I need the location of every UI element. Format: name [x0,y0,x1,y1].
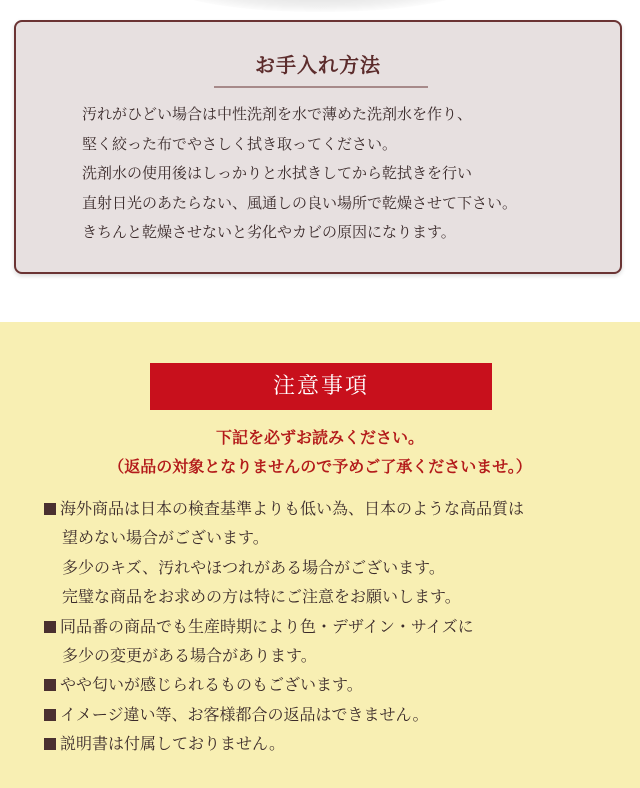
precaution-item [44,612,624,641]
square-bullet-icon [44,738,56,750]
precaution-item-continuation: 多少の変更がある場合があります。 [62,646,317,666]
care-instructions-text [82,100,602,248]
square-bullet-icon [44,679,56,691]
precaution-item-continuation: 多少のキズ、汚れやほつれがある場合がございます。 [62,557,445,577]
precaution-item [44,700,624,729]
care-line: 堅く絞った布でやさしく拭き取ってください。 [82,134,398,153]
precautions-section [0,322,640,788]
care-line: 汚れがひどい場合は中性洗剤を水で薄めた洗剤水を作り、 [82,105,473,123]
precaution-item [44,670,624,699]
precaution-text: 海外商品は日本の検査基準よりも低い為、日本のような高品質は [60,499,525,518]
precautions-list [44,494,624,759]
precaution-text: 同品番の商品でも生産時期により色・デザイン・サイズに [60,616,474,636]
precautions-warning-line1: 下記を必ずお読みください。 [215,428,424,447]
precaution-item-continuation: 望めない場合がございます。 [62,528,269,548]
care-title-underline [214,86,428,88]
precaution-item [44,494,624,523]
precaution-item-continuation: 完璧な商品をお求めの方は特にご注意をお願いします。 [62,587,461,607]
square-bullet-icon [44,621,56,633]
precaution-text: イメージ違い等、お客様都合の返品はできません。 [60,704,429,724]
care-title: お手入れ方法 [255,53,381,77]
care-line: きちんと乾燥させないと劣化やカビの原因になります。 [82,223,456,241]
square-bullet-icon [44,503,56,515]
precaution-text: やや匂いが感じられるものもございます。 [60,675,363,695]
top-decoration-shadow [170,0,470,12]
care-line: 直射日光のあたらない、風通しの良い場所で乾燥させて下さい。 [82,193,518,212]
precautions-warning-line2: （返品の対象となりませんので予めご了承くださいませ。） [108,457,532,476]
square-bullet-icon [44,709,56,721]
care-instructions-box [14,20,622,274]
precaution-text: 説明書は付属しておりません。 [60,734,285,754]
precautions-banner: 注意事項 [150,363,492,410]
precaution-item [44,729,624,758]
care-line: 洗剤水の使用後はしっかりと水拭きしてから乾拭きを行い [82,164,473,182]
